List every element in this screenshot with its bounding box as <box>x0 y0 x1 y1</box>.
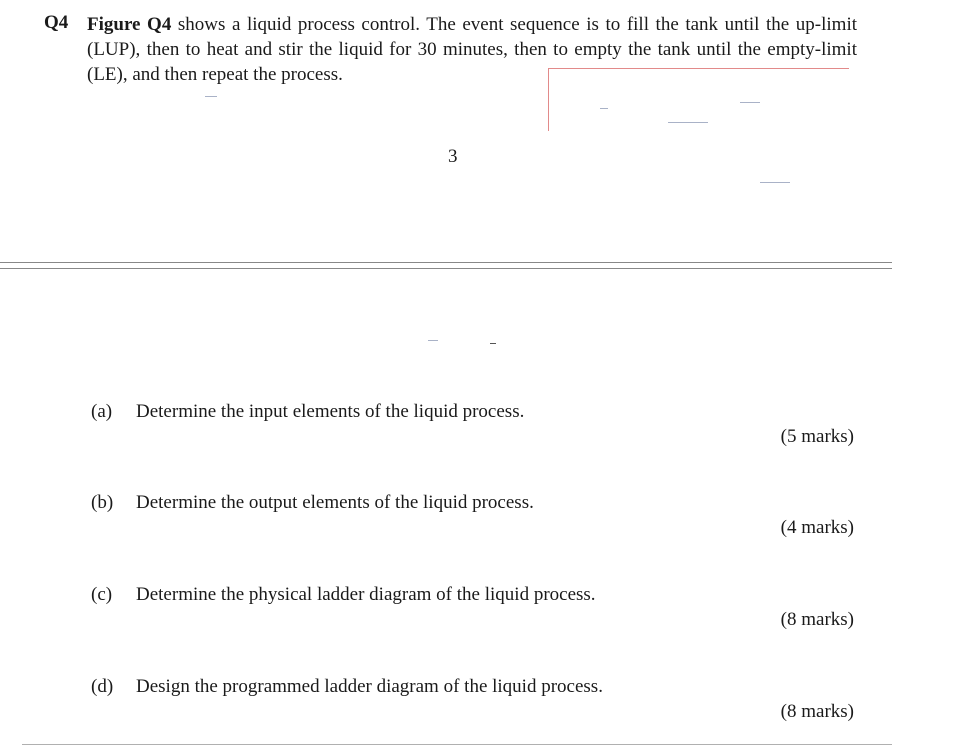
figure-reference: Figure Q4 <box>87 14 172 35</box>
part-text: Determine the input elements of the liquid process. <box>136 401 525 422</box>
question-body: shows a liquid process control. The event sequence is to fill the tank until the up-limit (LUP), then to heat and stir the liquid for 30 minutes, then to empty the tank until the empty-limit (LE), and then repeat the process. <box>87 14 858 85</box>
scan-speck <box>600 108 608 109</box>
part-marks: (4 marks) <box>780 517 854 538</box>
scan-speck <box>668 122 708 123</box>
part-text: Determine the physical ladder diagram of the liquid process. <box>136 584 596 605</box>
scan-speck <box>205 96 217 97</box>
part-label: (d) <box>91 676 114 697</box>
part-marks: (8 marks) <box>780 609 854 630</box>
scan-speck <box>490 343 496 344</box>
page-divider-top <box>0 262 892 263</box>
page-divider-bottom <box>0 268 892 269</box>
part-text: Design the programmed ladder diagram of the liquid process. <box>136 676 603 697</box>
part-marks: (5 marks) <box>780 426 854 447</box>
part-label: (b) <box>91 492 114 513</box>
scan-speck <box>740 102 760 103</box>
part-label: (a) <box>91 401 113 422</box>
scan-speck <box>760 182 790 183</box>
page-number: 3 <box>448 146 458 167</box>
scan-speck <box>428 340 438 341</box>
page-bottom-rule <box>22 744 892 745</box>
part-text: Determine the output elements of the liquid process. <box>136 492 534 513</box>
question-number: Q4 <box>44 12 69 33</box>
part-marks: (8 marks) <box>780 701 854 722</box>
part-label: (c) <box>91 584 113 605</box>
